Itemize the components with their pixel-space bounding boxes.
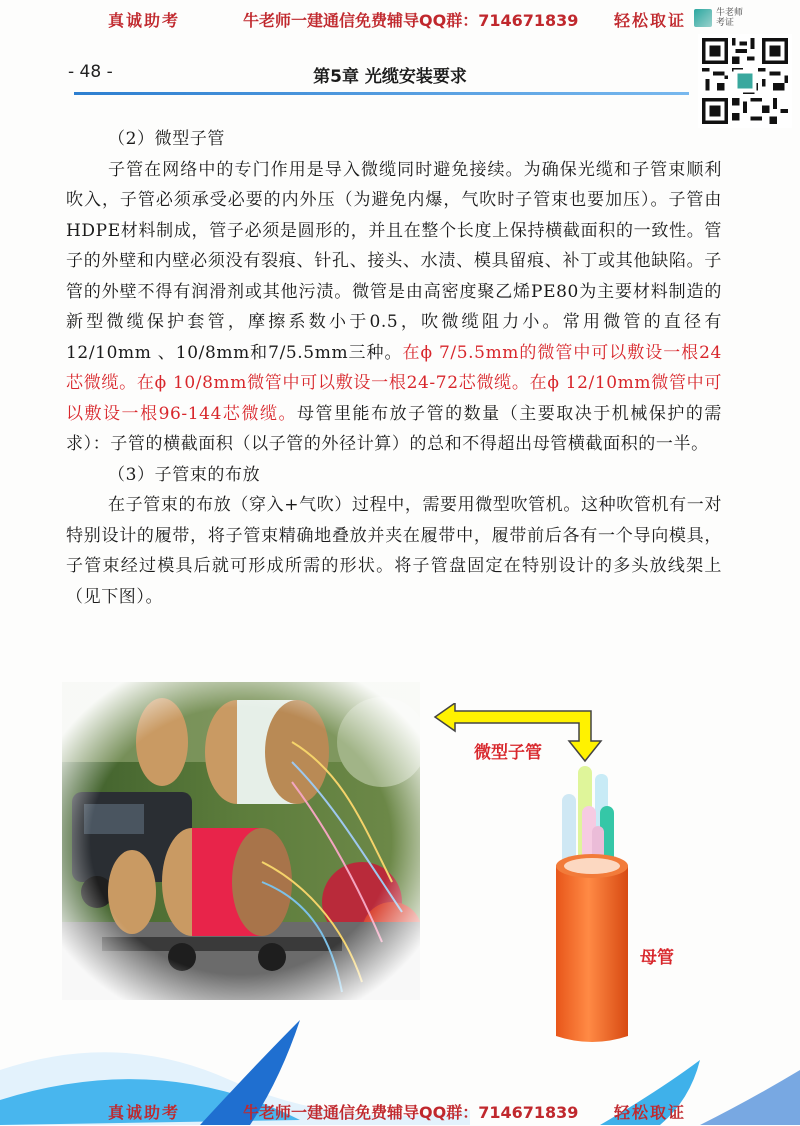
section-heading-duct-bundle: （3）子管束的布放	[108, 464, 261, 485]
banner-left-text: 真诚助考	[108, 11, 181, 30]
logo-wordmark: 牛老师 考证	[716, 8, 744, 28]
banner-middle-text: 牛老师一建通信免费辅导QQ群：714671839	[243, 1103, 579, 1122]
banner-middle-text: 牛老师一建通信免费辅导QQ群：714671839	[243, 11, 579, 30]
mother-duct-label: 母管	[640, 948, 674, 968]
page-number: - 48 -	[68, 62, 113, 82]
logo-mark-icon	[694, 9, 712, 27]
paragraph-text: 母管里能布放子管的数量（主要取决于机械保护的需求）：子管的横截面积（以子管的外径计算）的总和不得超出母管横截面积的一半。	[66, 403, 722, 454]
qr-code-icon	[698, 34, 792, 128]
bottom-banner	[0, 1092, 800, 1126]
micro-duct-label: 微型子管	[474, 743, 542, 763]
header-rule	[74, 92, 689, 95]
publisher-logo	[694, 6, 764, 30]
banner-left-text: 真诚助考	[108, 1103, 181, 1122]
paragraph-micro-duct	[66, 155, 722, 460]
body-text	[66, 124, 722, 612]
paragraph-text: 子管在网络中的专门作用是导入微缆同时避免接续。为确保光缆和子管束顺利吹入，子管必须承受必要的内外压（为避免内爆，气吹时子管束也要加压）。子管由HDPE材料制成，管子必须是圆形的，并且在整个长度上保持横截面积的一致性。管子的外壁和内壁必须没有裂痕、针孔、接头、水渍、模具留痕、补丁或其他缺陷。子管的外壁不得有润滑剂或其他污渍。微管是由高密度聚乙烯PE80为主要材料制造的新型微缆保护套管，摩擦系数小于0.5，吹微缆阻力小。常用微管的直径有12/10mm 、10/8mm和7/5.5mm三种。	[66, 159, 722, 363]
banner-right-text: 轻松取证	[614, 1103, 687, 1122]
paragraph-duct-bundle: 在子管束的布放（穿入+气吹）过程中，需要用微型吹管机。这种吹管机有一对特别设计的履带，将子管束精确地叠放并夹在履带中，履带前后各有一个导向模具，子管束经过模具后就可形成所需的形状。将子管盘固定在特别设计的多头放线架上（见下图）。	[66, 495, 722, 607]
banner-right-text: 轻松取证	[614, 11, 687, 30]
top-banner	[0, 0, 800, 34]
chapter-title: 第5章 光缆安装要求	[313, 67, 467, 87]
cable-reels-photo	[62, 682, 420, 1000]
highlighted-text: 在ϕ 7/5.5mm的微管中可以敷设一根24芯微缆。在ϕ 10/8mm微管中可以敷设一根24-72芯微缆。在ϕ 12/10mm微管中可以敷设一根96-144芯微缆。	[66, 342, 722, 424]
section-heading-micro-duct: （2）微型子管	[108, 129, 226, 149]
